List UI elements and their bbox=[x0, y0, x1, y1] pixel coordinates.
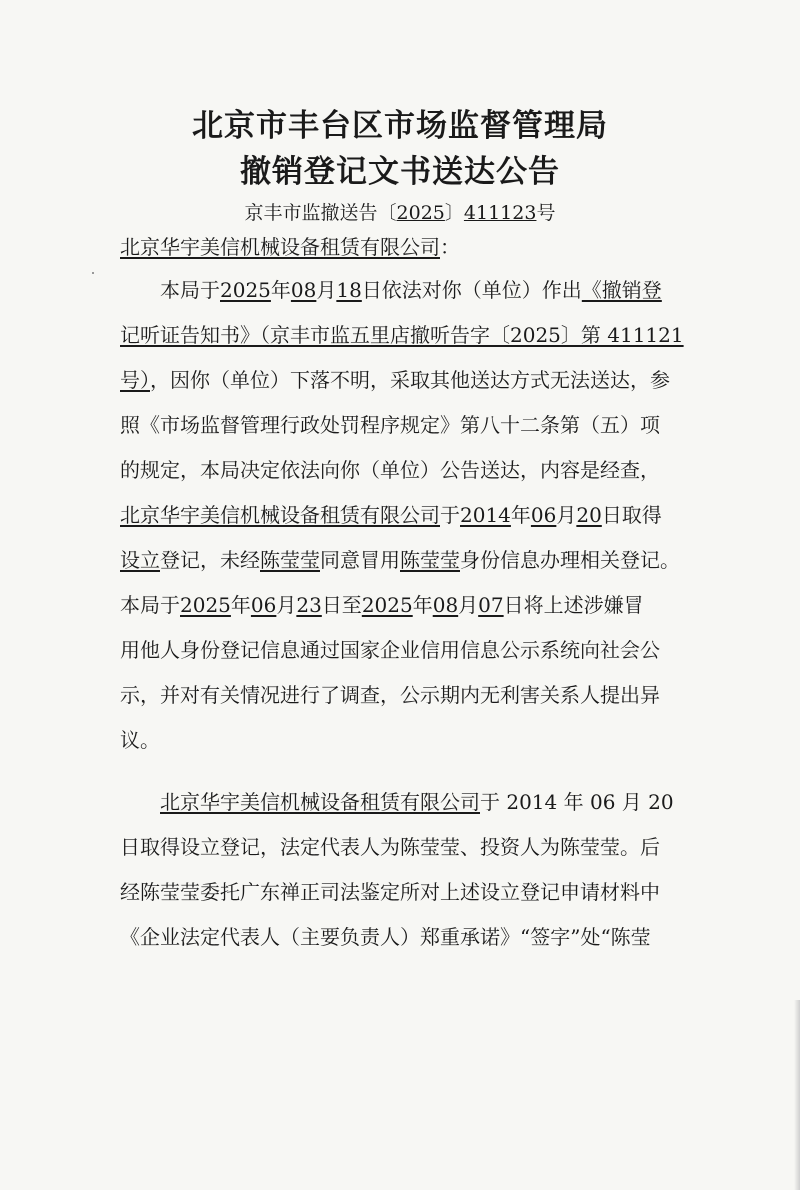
paragraph-1-line: 示，并对有关情况进行了调查，公示期内无利害关系人提出异 bbox=[120, 683, 660, 707]
paragraph-2-line: 《企业法定代表人（主要负责人）郑重承诺》“签字”处“陈莹 bbox=[120, 925, 651, 949]
paragraph-2-line: 经陈莹莹委托广东禅正司法鉴定所对上述设立登记申请材料中 bbox=[120, 880, 660, 904]
doc-number-serial: 411123 bbox=[463, 202, 537, 224]
scan-mark bbox=[92, 272, 94, 274]
paragraph-2-line: 日取得设立登记，法定代表人为陈莹莹、投资人为陈莹莹。后 bbox=[120, 835, 660, 859]
paragraph-1-line: 用他人身份登记信息通过国家企业信用信息公示系统向社会公 bbox=[120, 638, 660, 662]
paragraph-1-line: 照《市场监督管理行政处罚程序规定》第八十二条第（五）项 bbox=[120, 413, 660, 437]
paragraph-2 bbox=[120, 780, 702, 960]
paragraph-2-line: 北京华宇美信机械设备租赁有限公司于 2014 年 06 月 20 bbox=[160, 790, 674, 814]
document-title-line2: 撤销登记文书送达公告 bbox=[240, 154, 560, 190]
document-number: 京丰市监撤送告〔2025〕411123号 bbox=[244, 202, 556, 224]
document-title-line1: 北京市丰台区市场监督管理局 bbox=[192, 108, 608, 144]
paragraph-1-line: 设立登记，未经陈莹莹同意冒用陈莹莹身份信息办理相关登记。 bbox=[120, 548, 680, 572]
paragraph-1-line: 号），因你（单位）下落不明，采取其他送达方式无法送达，参 bbox=[120, 368, 670, 392]
addressee: 北京华宇美信机械设备租赁有限公司： bbox=[120, 235, 460, 259]
scan-edge-shadow bbox=[794, 1000, 800, 1190]
doc-number-year: 2025 bbox=[396, 202, 445, 224]
paragraph-1-line: 记听证告知书》（京丰市监五里店撤听告字〔2025〕第 411121 bbox=[120, 323, 684, 347]
paragraph-1-line: 北京华宇美信机械设备租赁有限公司于2014年06月20日取得 bbox=[120, 503, 662, 527]
paragraph-1-line: 本局于2025年08月18日依法对你（单位）作出《撤销登 bbox=[160, 278, 662, 302]
paragraph-1-line: 本局于2025年06月23日至2025年08月07日将上述涉嫌冒 bbox=[120, 593, 644, 617]
addressee-company: 北京华宇美信机械设备租赁有限公司 bbox=[120, 235, 440, 259]
paragraph-1-line: 议。 bbox=[120, 728, 160, 752]
paragraph-1 bbox=[120, 268, 702, 763]
paragraph-1-line: 的规定，本局决定依法向你（单位）公告送达，内容是经查， bbox=[120, 458, 660, 482]
